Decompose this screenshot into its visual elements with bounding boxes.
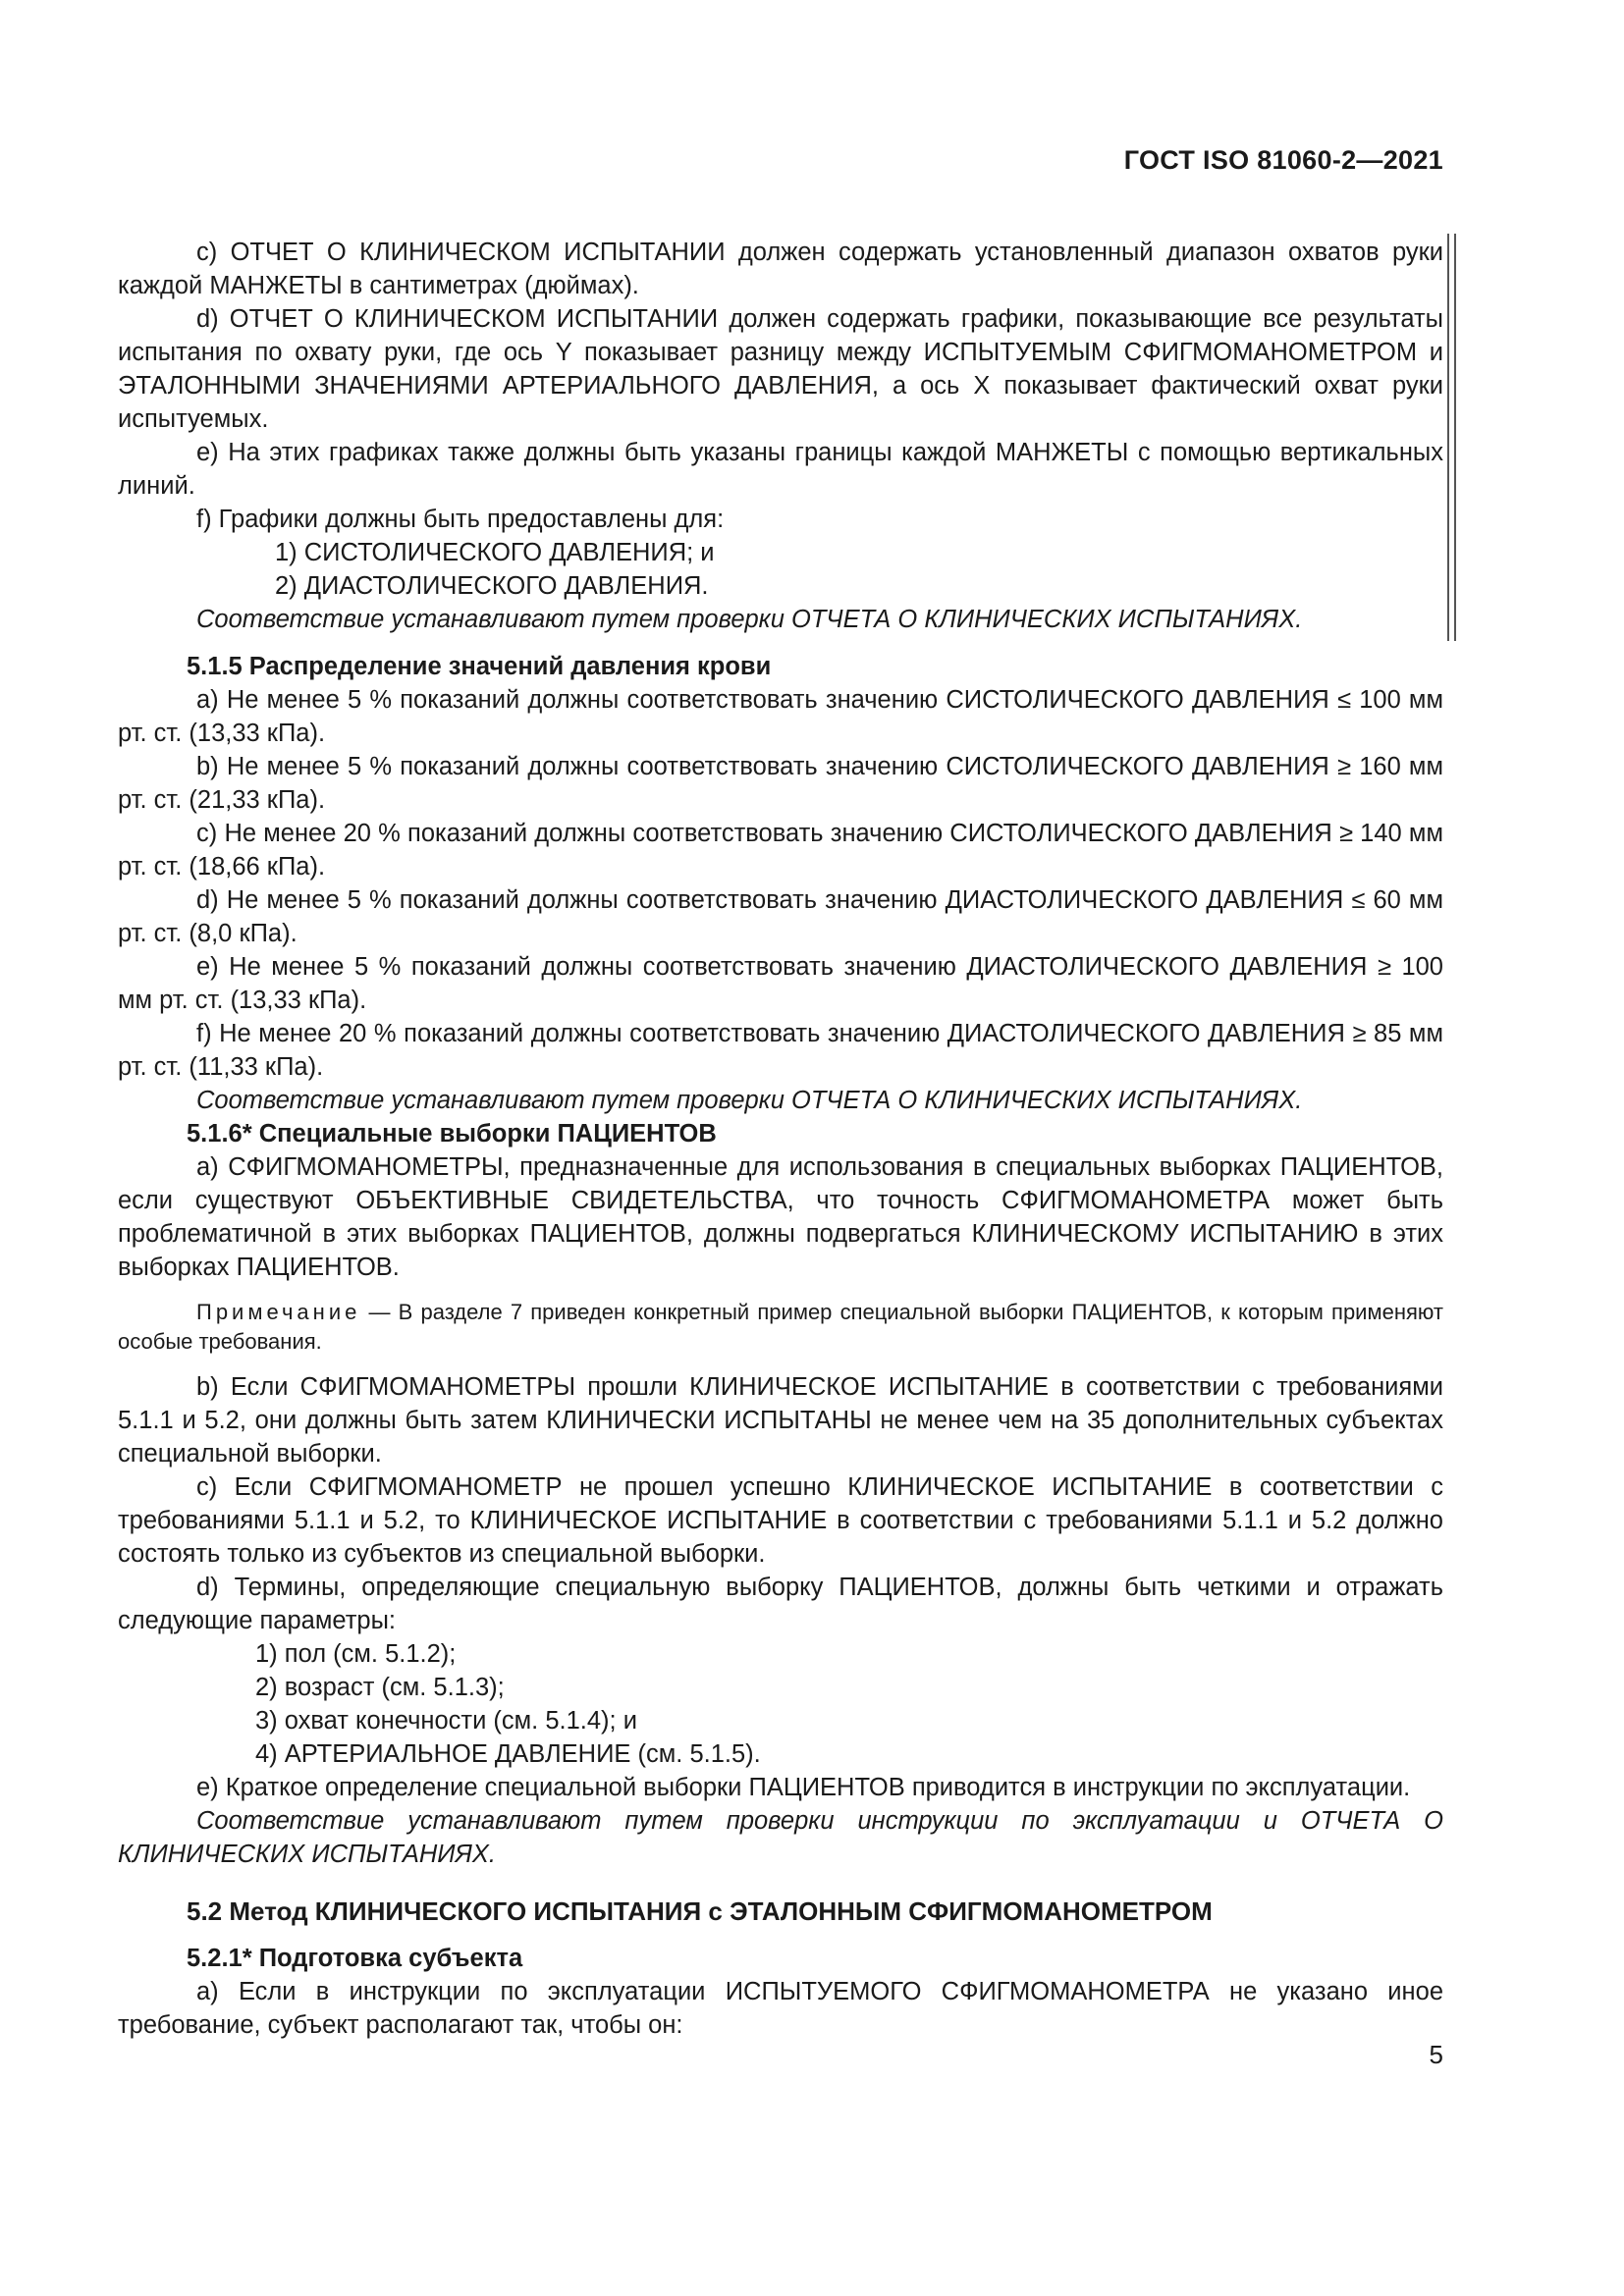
- item-a-5-2-1: a) Если в инструкции по эксплуатации ИСПЫТУЕМОГО СФИГМОМАНОМЕТРА не указано иное требование, субъект располагают так, чтобы он:: [118, 1978, 1443, 2039]
- item-d-5-1-5: d) Не менее 5 % показаний должны соответствовать значению ДИАСТОЛИЧЕСКОГО ДАВЛЕНИЯ ≤ 60 мм рт. ст. (8,0 кПа).: [118, 886, 1443, 947]
- item-a-5-1-6: a) СФИГМОМАНОМЕТРЫ, предназначенные для использования в специальных выборках ПАЦИЕНТОВ, если существуют ОБЪЕКТИВНЫЕ СВИДЕТЕЛЬСТВА, что точность СФИГМОМАНОМЕТРА может быть проблематичной в этих выборках ПАЦИЕНТОВ, должны подвергаться КЛИНИЧЕСКОМУ ИСПЫТАНИЮ в этих выборках ПАЦИЕНТОВ.: [118, 1153, 1443, 1281]
- item-c-5-1-5: c) Не менее 20 % показаний должны соответствовать значению СИСТОЛИЧЕСКОГО ДАВЛЕНИЯ ≥ 140 мм рт. ст. (18,66 кПа).: [118, 820, 1443, 881]
- page-body: [118, 236, 1443, 2042]
- item-c-report-cuff-range: c) ОТЧЕТ О КЛИНИЧЕСКОМ ИСПЫТАНИИ должен содержать установленный диапазон охватов руки каждой МАНЖЕТЫ в сантиметрах (дюймах).: [118, 239, 1443, 299]
- compliance-statement-2: Соответствие устанавливают путем проверки ОТЧЕТА О КЛИНИЧЕСКИХ ИСПЫТАНИЯХ.: [196, 1087, 1303, 1114]
- heading-5-2: 5.2 Метод КЛИНИЧЕСКОГО ИСПЫТАНИЯ с ЭТАЛОННЫМ СФИГМОМАНОМЕТРОМ: [187, 1896, 1213, 1926]
- page-number: 5: [1429, 2040, 1443, 2069]
- item-c-5-1-6: c) Если СФИГМОМАНОМЕТР не прошел успешно КЛИНИЧЕСКОЕ ИСПЫТАНИЕ в соответствии с требованиями 5.1.1 и 5.2, то КЛИНИЧЕСКОЕ ИСПЫТАНИЕ в соответствии с требованиями 5.1.1 и 5.2 должно состоять только из субъектов из специальной выборки.: [118, 1473, 1443, 1568]
- subitem-sex: 1) пол (см. 5.1.2);: [255, 1640, 457, 1668]
- item-d-5-1-6: d) Термины, определяющие специальную выборку ПАЦИЕНТОВ, должны быть четкими и отражать следующие параметры:: [118, 1574, 1443, 1634]
- item-e-5-1-6: e) Краткое определение специальной выборки ПАЦИЕНТОВ приводится в инструкции по эксплуатации.: [196, 1774, 1411, 1801]
- standard-designation: ГОСТ ISO 81060-2—2021: [1123, 145, 1443, 175]
- item-b-5-1-5: b) Не менее 5 % показаний должны соответствовать значению СИСТОЛИЧЕСКОГО ДАВЛЕНИЯ ≥ 160 мм рт. ст. (21,33 кПа).: [118, 753, 1443, 814]
- item-b-5-1-6: b) Если СФИГМОМАНОМЕТРЫ прошли КЛИНИЧЕСКОЕ ИСПЫТАНИЕ в соответствии с требованиями 5.1.1 и 5.2, они должны быть затем КЛИНИЧЕСКИ ИСПЫТАНЫ не менее чем на 35 дополнительных субъектах специальной выборки.: [118, 1373, 1443, 1468]
- item-d-report-graphs: d) ОТЧЕТ О КЛИНИЧЕСКОМ ИСПЫТАНИИ должен содержать графики, показывающие все результаты испытания по охвату руки, где ось Y показывает разницу между ИСПЫТУЕМЫМ СФИГМОМАНОМЕТРОМ и ЭТАЛОННЫМИ ЗНАЧЕНИЯМИ АРТЕРИАЛЬНОГО ДАВЛЕНИЯ, а ось X показывает фактический охват руки испытуемых.: [118, 305, 1443, 433]
- item-f-5-1-5: f) Не менее 20 % показаний должны соответствовать значению ДИАСТОЛИЧЕСКОГО ДАВЛЕНИЯ ≥ 85 мм рт. ст. (11,33 кПа).: [118, 1020, 1443, 1081]
- heading-5-1-5: 5.1.5 Распределение значений давления крови: [187, 653, 772, 680]
- subitem-systolic: 1) СИСТОЛИЧЕСКОГО ДАВЛЕНИЯ; и: [275, 539, 715, 566]
- heading-5-2-1: 5.2.1* Подготовка субъекта: [187, 1945, 523, 1972]
- heading-5-1-6: 5.1.6* Специальные выборки ПАЦИЕНТОВ: [187, 1120, 717, 1148]
- subitem-limb: 3) охват конечности (см. 5.1.4); и: [255, 1707, 637, 1735]
- subitem-age: 2) возраст (см. 5.1.3);: [255, 1674, 505, 1701]
- item-f-graphs-for: f) Графики должны быть предоставлены для:: [196, 506, 725, 533]
- item-e-5-1-5: e) Не менее 5 % показаний должны соответствовать значению ДИАСТОЛИЧЕСКОГО ДАВЛЕНИЯ ≥ 100 мм рт. ст. (13,33 кПа).: [118, 953, 1443, 1014]
- item-a-5-1-5: a) Не менее 5 % показаний должны соответствовать значению СИСТОЛИЧЕСКОГО ДАВЛЕНИЯ ≤ 100 мм рт. ст. (13,33 кПа).: [118, 686, 1443, 747]
- compliance-statement-1: Соответствие устанавливают путем проверки ОТЧЕТА О КЛИНИЧЕСКИХ ИСПЫТАНИЯХ.: [196, 606, 1303, 633]
- note-block: [118, 1298, 1443, 1357]
- compliance-statement-3: Соответствие устанавливают путем проверки инструкции по эксплуатации и ОТЧЕТА О КЛИНИЧЕСКИХ ИСПЫТАНИЯХ.: [118, 1807, 1443, 1868]
- note-text: — В разделе 7 приведен конкретный пример специальной выборки ПАЦИЕНТОВ, к которым применяют особые требования.: [118, 1300, 1443, 1354]
- note-label: Примечание: [196, 1300, 361, 1324]
- subitem-diastolic: 2) ДИАСТОЛИЧЕСКОГО ДАВЛЕНИЯ.: [275, 572, 709, 600]
- revision-bar: [1447, 234, 1456, 641]
- item-e-cuff-limits: e) На этих графиках также должны быть указаны границы каждой МАНЖЕТЫ с помощью вертикальных линий.: [118, 439, 1443, 500]
- subitem-pressure: 4) АРТЕРИАЛЬНОЕ ДАВЛЕНИЕ (см. 5.1.5).: [255, 1740, 761, 1768]
